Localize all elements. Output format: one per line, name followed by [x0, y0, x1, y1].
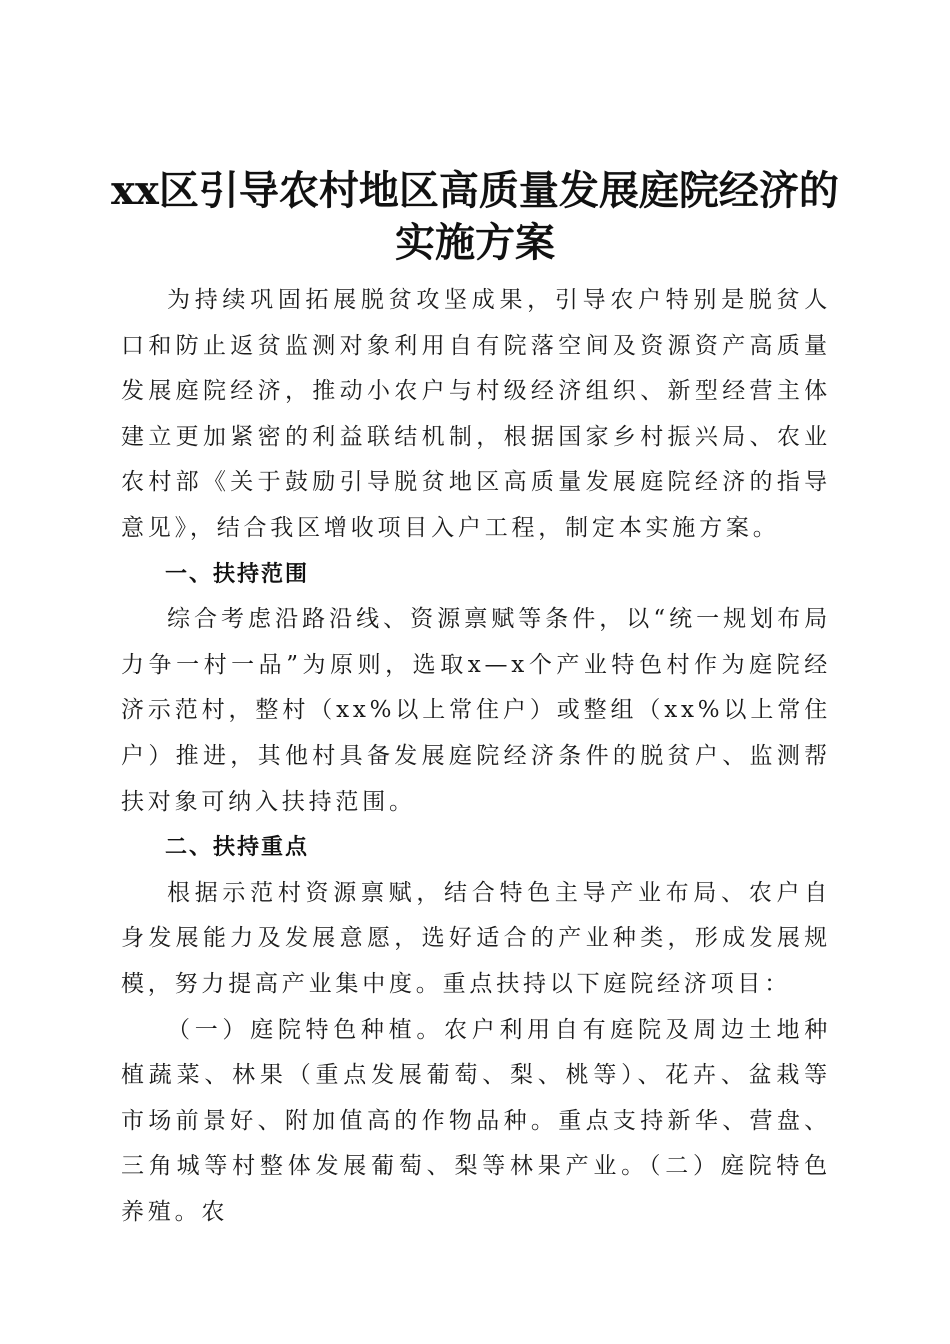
document-title: xx区引导农村地区高质量发展庭院经济的实施方案 [111, 166, 839, 266]
focus-paragraph: 根据示范村资源禀赋，结合特色主导产业布局、农户自身发展能力及发展意愿，选好适合的产业种类，形成发展规模，努力提高产业集中度。重点扶持以下庭院经济项目： [121, 879, 831, 997]
section-heading-scope: 一、扶持范围 [165, 561, 310, 587]
section-heading-focus: 二、扶持重点 [165, 835, 310, 861]
document-body [121, 278, 831, 1235]
intro-paragraph: 为持续巩固拓展脱贫攻坚成果，引导农户特别是脱贫人口和防止返贫监测对象利用自有院落空间及资源资产高质量发展庭院经济，推动小农户与村级经济组织、新型经营主体建立更加紧密的利益联结机制，根据国家乡村振兴局、农业农村部《关于鼓励引导脱贫地区高质量发展庭院经济的指导意见》，结合我区增收项目入户工程，制定本实施方案。 [121, 287, 831, 541]
planting-paragraph: （一）庭院特色种植。农户利用自有庭院及周边土地种植蔬菜、林果（重点发展葡萄、梨、桃等）、花卉、盆栽等市场前景好、附加值高的作物品种。重点支持新华、营盘、三角城等村整体发展葡萄、梨等林果产业。（二）庭院特色养殖。农 [121, 1016, 831, 1225]
scope-paragraph: 综合考虑沿路沿线、资源禀赋等条件，以“统一规划布局力争一村一品”为原则，选取x—x个产业特色村作为庭院经济示范村，整村（xx%以上常住户）或整组（xx%以上常住户）推进，其他村具备发展庭院经济条件的脱贫户、监测帮扶对象可纳入扶持范围。 [121, 606, 831, 815]
